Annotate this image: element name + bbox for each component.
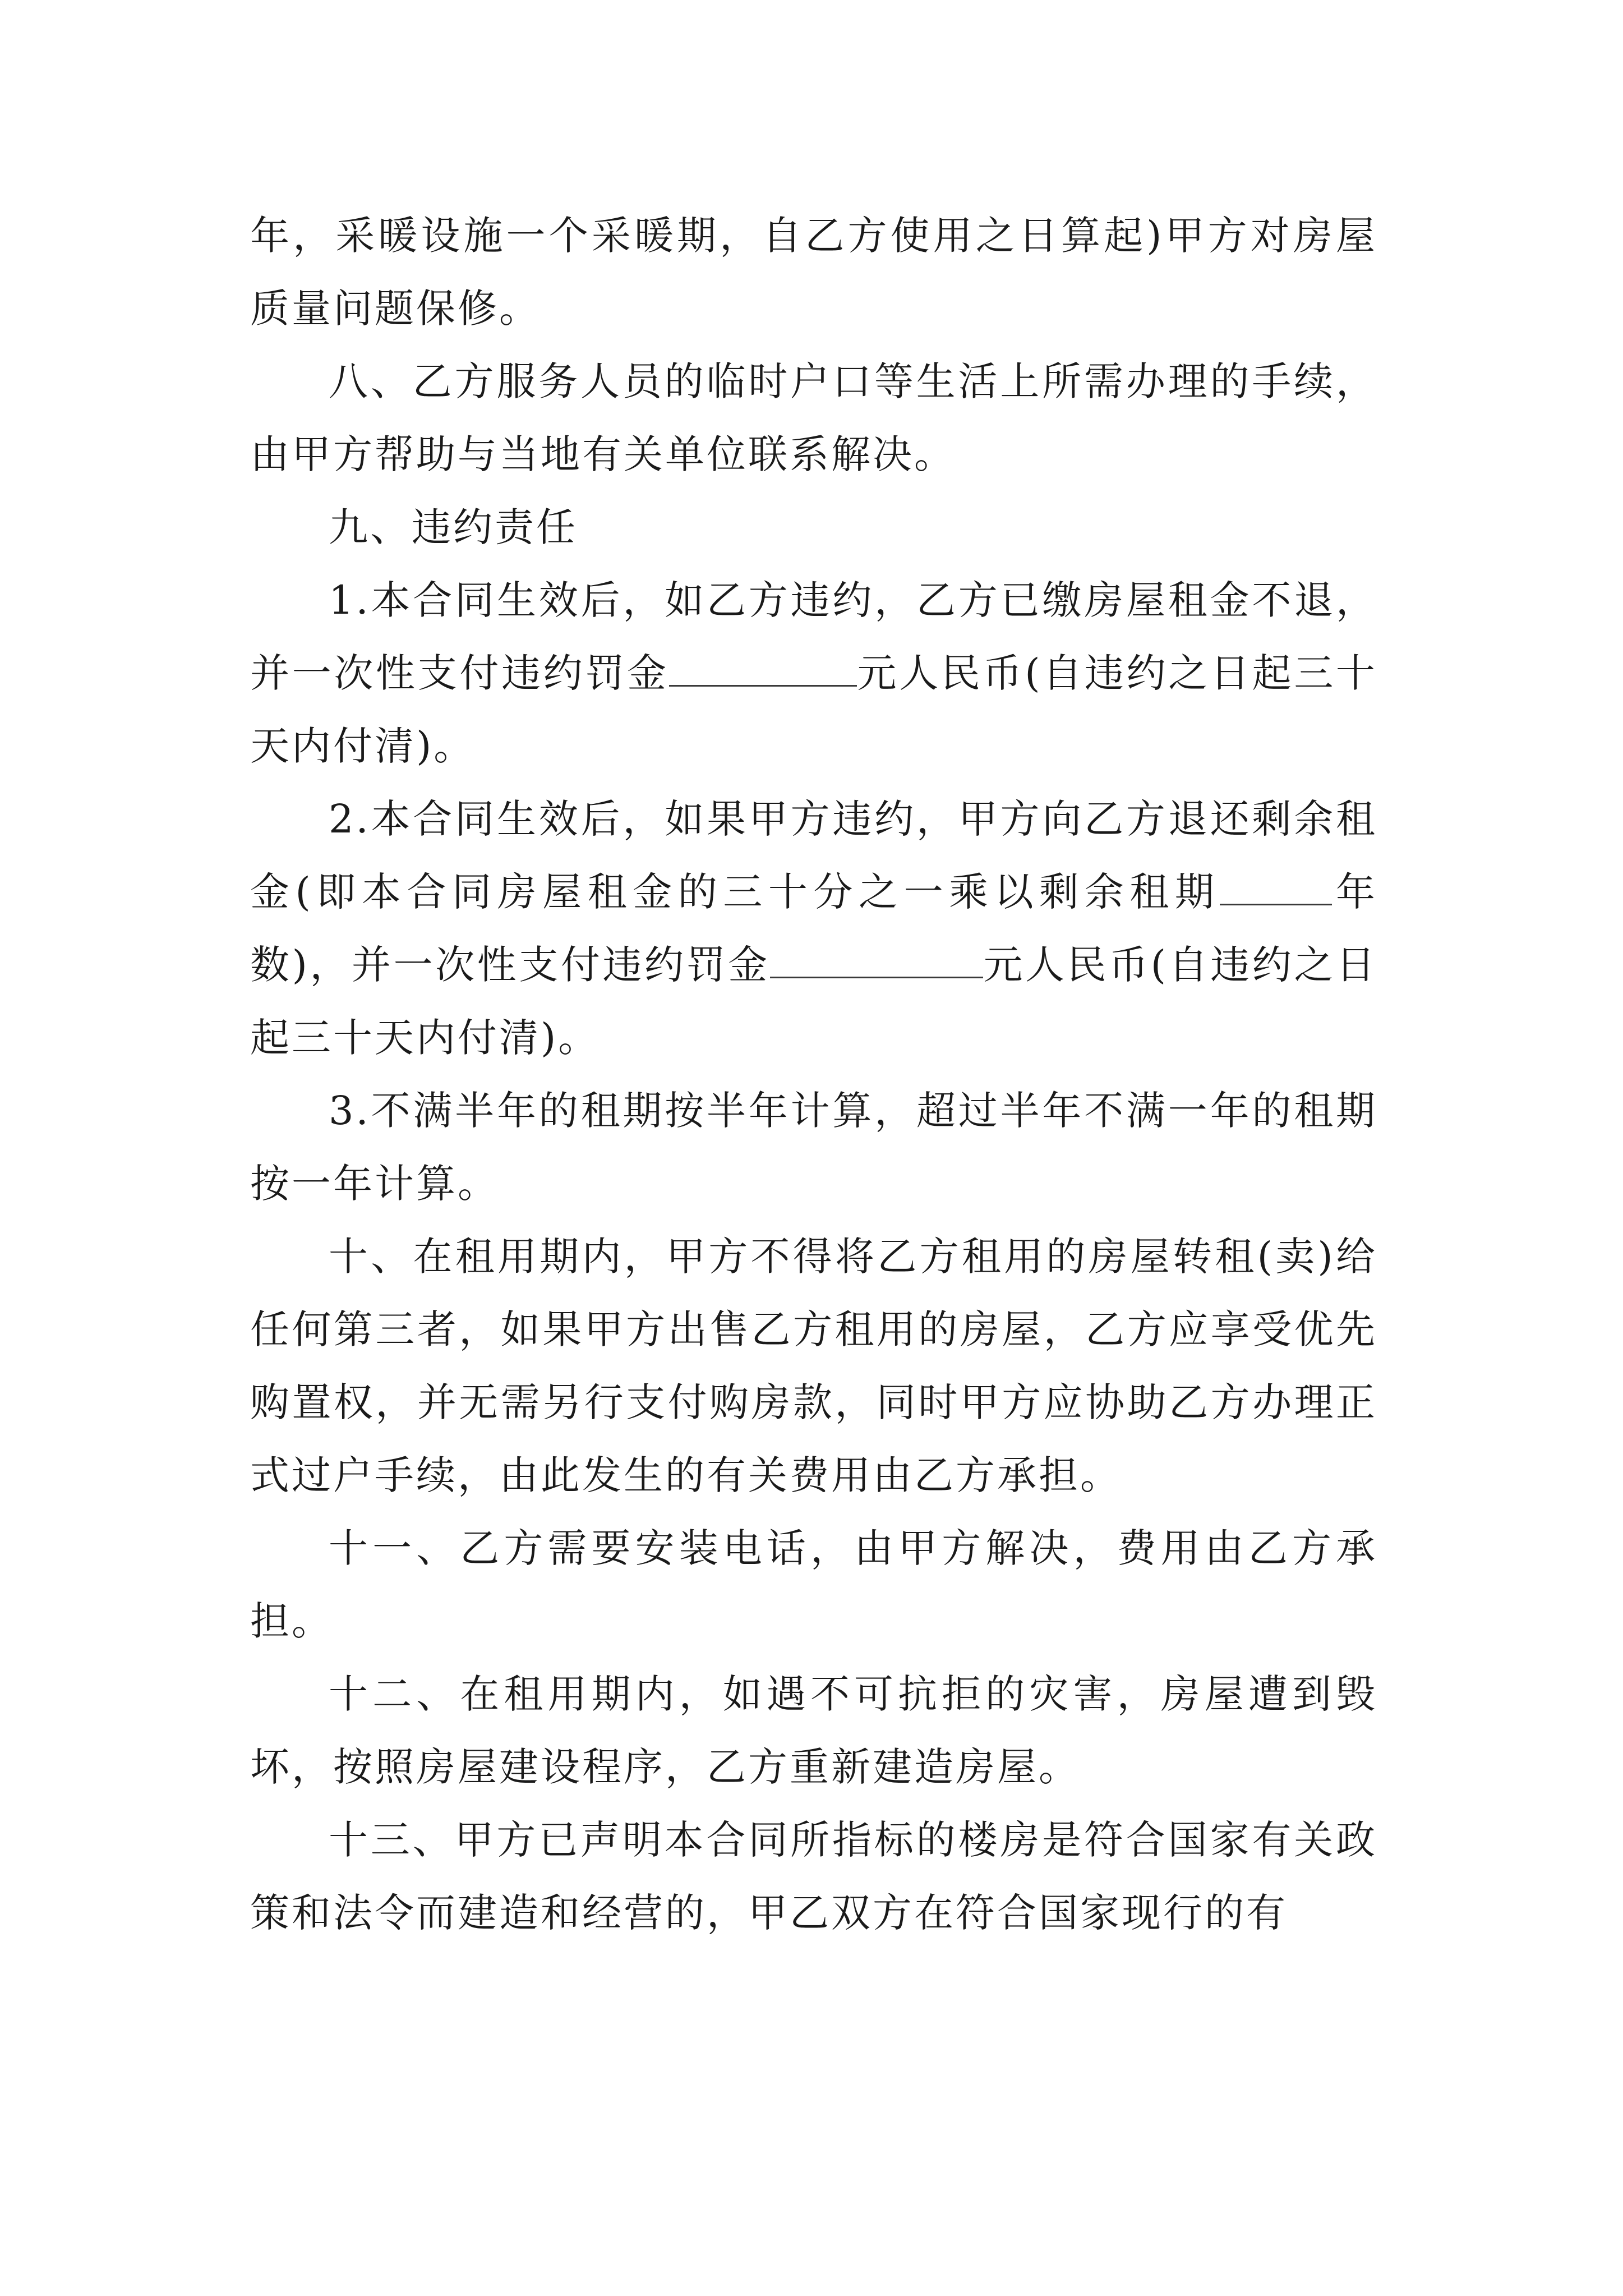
paragraph-warranty-continued — [250, 199, 1377, 345]
fill-in-blank — [669, 650, 857, 687]
paragraph-text: 十二、在租用期内，如遇不可抗拒的灾害，房屋遭到毁坏，按照房屋建设程序，乙方重新建造房屋。 — [250, 1671, 1377, 1790]
paragraph-clause-10 — [250, 1220, 1377, 1512]
paragraph-clause-8 — [250, 345, 1377, 491]
paragraph-clause-12 — [250, 1658, 1377, 1803]
paragraph-text: 元人民币(自违约之日起三十天内付清)。 — [250, 650, 1378, 769]
fill-in-blank — [1220, 869, 1332, 905]
paragraph-clause-11 — [250, 1512, 1377, 1658]
paragraph-text: 八、乙方服务人员的临时户口等生活上所需办理的手续，由甲方帮助与当地有关单位联系解决。 — [250, 358, 1377, 477]
paragraph-clause-9-2 — [250, 783, 1377, 1074]
paragraph-clause-13 — [250, 1803, 1377, 1949]
paragraph-text: 元人民币(自违约之日起三十天内付清)。 — [250, 942, 1377, 1061]
document-body — [250, 199, 1377, 1949]
paragraph-text: 3.不满半年的租期按半年计算，超过半年不满一年的租期按一年计算。 — [250, 1088, 1377, 1207]
fill-in-blank — [770, 942, 983, 978]
paragraph-text: 年，采暖设施一个采暖期，自乙方使用之日算起)甲方对房屋质量问题保修。 — [250, 213, 1377, 332]
paragraph-text: 2.本合同生效后，如果甲方违约，甲方向乙方退还剩余租金(即本合同房屋租金的三十分之一乘以剩余租期 — [250, 796, 1377, 915]
paragraph-clause-9-heading — [250, 491, 1377, 564]
paragraph-text: 十一、乙方需要安装电话，由甲方解决，费用由乙方承担。 — [250, 1525, 1377, 1644]
paragraph-text: 十三、甲方已声明本合同所指标的楼房是符合国家有关政策和法令而建造和经营的，甲乙双方在符合国家现行的有 — [250, 1817, 1377, 1936]
paragraph-clause-9-1 — [250, 564, 1377, 783]
paragraph-text: 年数)，并一次性支付违约罚金 — [250, 869, 1378, 988]
paragraph-text: 1.本合同生效后，如乙方违约，乙方已缴房屋租金不退，并一次性支付违约罚金 — [250, 577, 1377, 696]
paragraph-text: 九、违约责任 — [329, 504, 578, 550]
paragraph-clause-9-3 — [250, 1074, 1377, 1220]
paragraph-text: 十、在租用期内，甲方不得将乙方租用的房屋转租(卖)给任何第三者，如果甲方出售乙方租用的房屋，乙方应享受优先购置权，并无需另行支付购房款，同时甲方应协助乙方办理正式过户手续，由此发生的有关费用由乙方承担。 — [250, 1234, 1377, 1498]
